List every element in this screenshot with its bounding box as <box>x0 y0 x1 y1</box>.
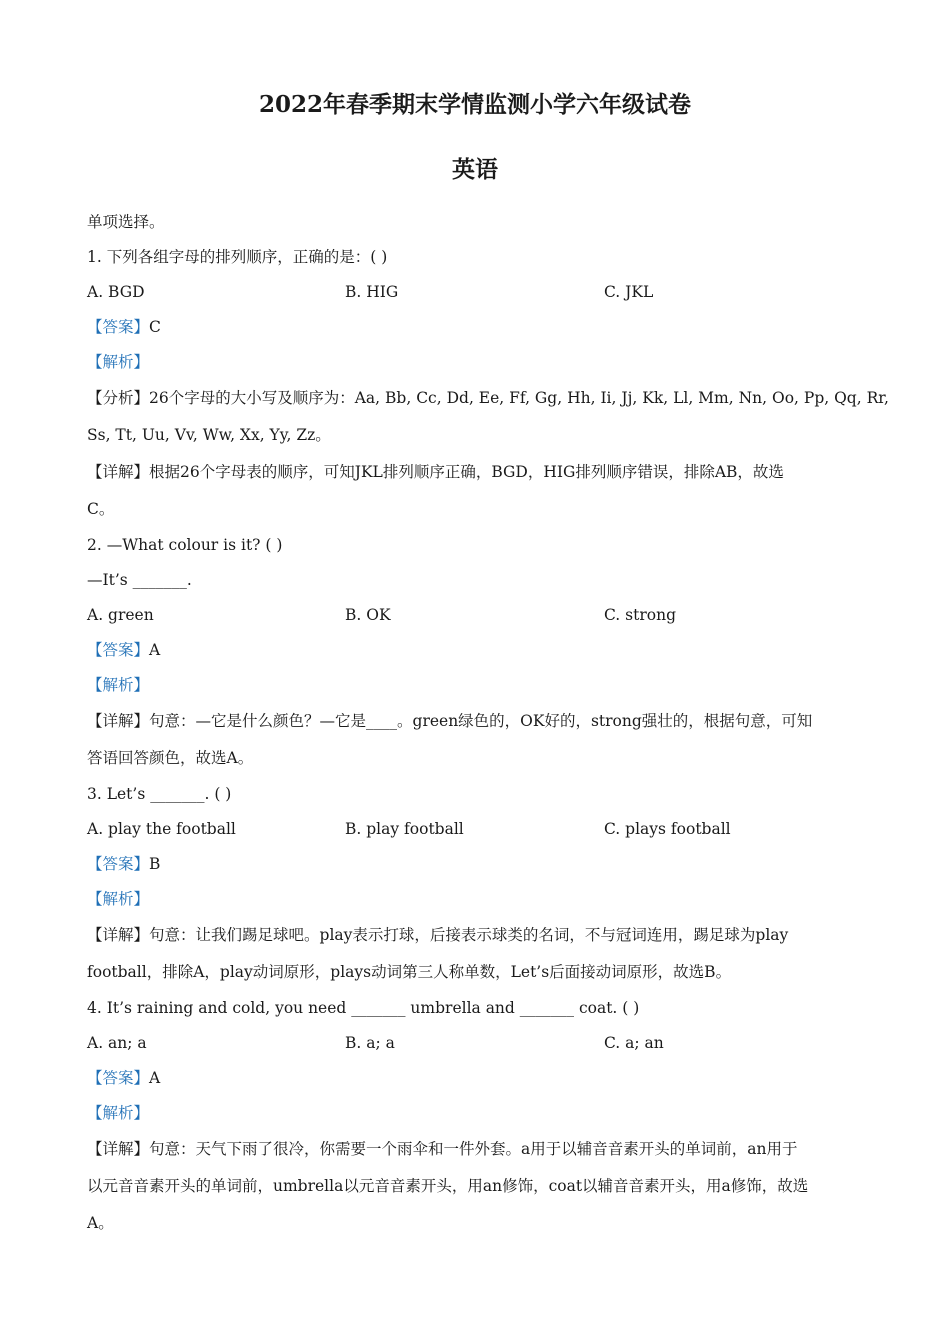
option-a: A. BGD <box>87 283 145 301</box>
question-stem: 1. 下列各组字母的排列顺序，正确的是：( ) <box>87 248 388 266</box>
question-stem: 2. —What colour is it? ( ) <box>87 536 283 554</box>
explanation-header <box>87 668 857 703</box>
detail-text: 根据26个字母表的顺序，可知JKL排列顺序正确，BGD，HIG排列顺序错误，排除AB，故选 <box>149 463 784 481</box>
answer-line <box>87 847 857 882</box>
option-c: C. JKL <box>604 283 654 301</box>
answer-label: 【答案】 <box>87 1069 150 1087</box>
answer-line <box>87 633 857 668</box>
exam-content <box>87 205 889 1242</box>
section-label: 单项选择。 <box>87 213 165 231</box>
exam-title: 2022年春季期末学情监测小学六年级试卷 <box>258 91 691 118</box>
detail-continued: football，排除A，play动词原形，plays动词第三人称单数，Let’s后面接动词原形，故选B。 <box>87 963 732 981</box>
question-stem: 4. It’s raining and cold, you need _______ umbrella and _______ coat. ( ) <box>87 999 640 1017</box>
detail-line <box>87 917 857 954</box>
detail-line <box>87 703 857 740</box>
analysis-line <box>87 380 889 417</box>
detail-text: 句意：—它是什么颜色？—它是____。green绿色的，OK好的，strong强壮的，根据句意，可知 <box>149 712 813 730</box>
option-b: B. play football <box>345 820 464 838</box>
detail-continued: 答语回答颜色，故选A。 <box>87 749 254 767</box>
answer-value: A <box>149 641 161 659</box>
option-b: B. HIG <box>345 283 399 301</box>
options-row <box>87 1026 857 1061</box>
analysis-text: 26个字母的大小写及顺序为：Aa, Bb, Cc, Dd, Ee, Ff, Gg, Hh, Ii, Jj, Kk, Ll, Mm, Nn, Oo, Pp, Qq, Rr, <box>149 389 889 407</box>
options-row <box>87 812 857 847</box>
answer-value: B <box>149 855 161 873</box>
detail-label: 【详解】 <box>87 926 150 944</box>
explanation-label: 【解析】 <box>87 1104 150 1122</box>
answer-line <box>87 310 857 345</box>
detail-label: 【详解】 <box>87 463 150 481</box>
detail-text: 句意：让我们踢足球吧。play表示打球，后接表示球类的名词，不与冠词连用，踢足球为play <box>149 926 789 944</box>
detail-text: 句意：天气下雨了很冷，你需要一个雨伞和一件外套。a用于以辅音音素开头的单词前，an用于 <box>149 1140 798 1158</box>
answer-label: 【答案】 <box>87 641 150 659</box>
question-4 <box>87 991 857 1242</box>
options-row <box>87 275 857 310</box>
question-2 <box>87 528 857 777</box>
explanation-label: 【解析】 <box>87 676 150 694</box>
option-a: A. play the football <box>87 820 236 838</box>
explanation-header <box>87 882 857 917</box>
answer-value: C <box>149 318 161 336</box>
option-c: C. a; an <box>604 1034 664 1052</box>
detail-continued: A。 <box>87 1214 114 1232</box>
option-c: C. strong <box>604 606 676 624</box>
detail-line <box>87 454 857 491</box>
question-1 <box>87 240 889 528</box>
option-a: A. green <box>87 606 154 624</box>
question-3 <box>87 777 857 991</box>
explanation-header <box>87 345 857 380</box>
detail-label: 【详解】 <box>87 1140 150 1158</box>
option-c: C. plays football <box>604 820 731 838</box>
answer-label: 【答案】 <box>87 855 150 873</box>
detail-line <box>87 1131 857 1168</box>
detail-continued: 以元音音素开头的单词前，umbrella以元音音素开头，用an修饰，coat以辅音音素开头，用a修饰，故选 <box>87 1177 809 1195</box>
subject-title: 英语 <box>452 156 498 183</box>
option-a: A. an; a <box>87 1034 147 1052</box>
explanation-label: 【解析】 <box>87 890 150 908</box>
explanation-header <box>87 1096 857 1131</box>
answer-label: 【答案】 <box>87 318 150 336</box>
analysis-continued: Ss, Tt, Uu, Vv, Ww, Xx, Yy, Zz。 <box>87 426 331 444</box>
analysis-label: 【分析】 <box>87 389 150 407</box>
option-b: B. OK <box>345 606 391 624</box>
answer-line <box>87 1061 857 1096</box>
detail-label: 【详解】 <box>87 712 150 730</box>
options-row <box>87 598 857 633</box>
question-stem-reply: —It’s _______. <box>87 571 192 589</box>
option-b: B. a; a <box>345 1034 395 1052</box>
detail-continued: C。 <box>87 500 115 518</box>
question-stem: 3. Let’s _______. ( ) <box>87 785 232 803</box>
explanation-label: 【解析】 <box>87 353 150 371</box>
answer-value: A <box>149 1069 161 1087</box>
